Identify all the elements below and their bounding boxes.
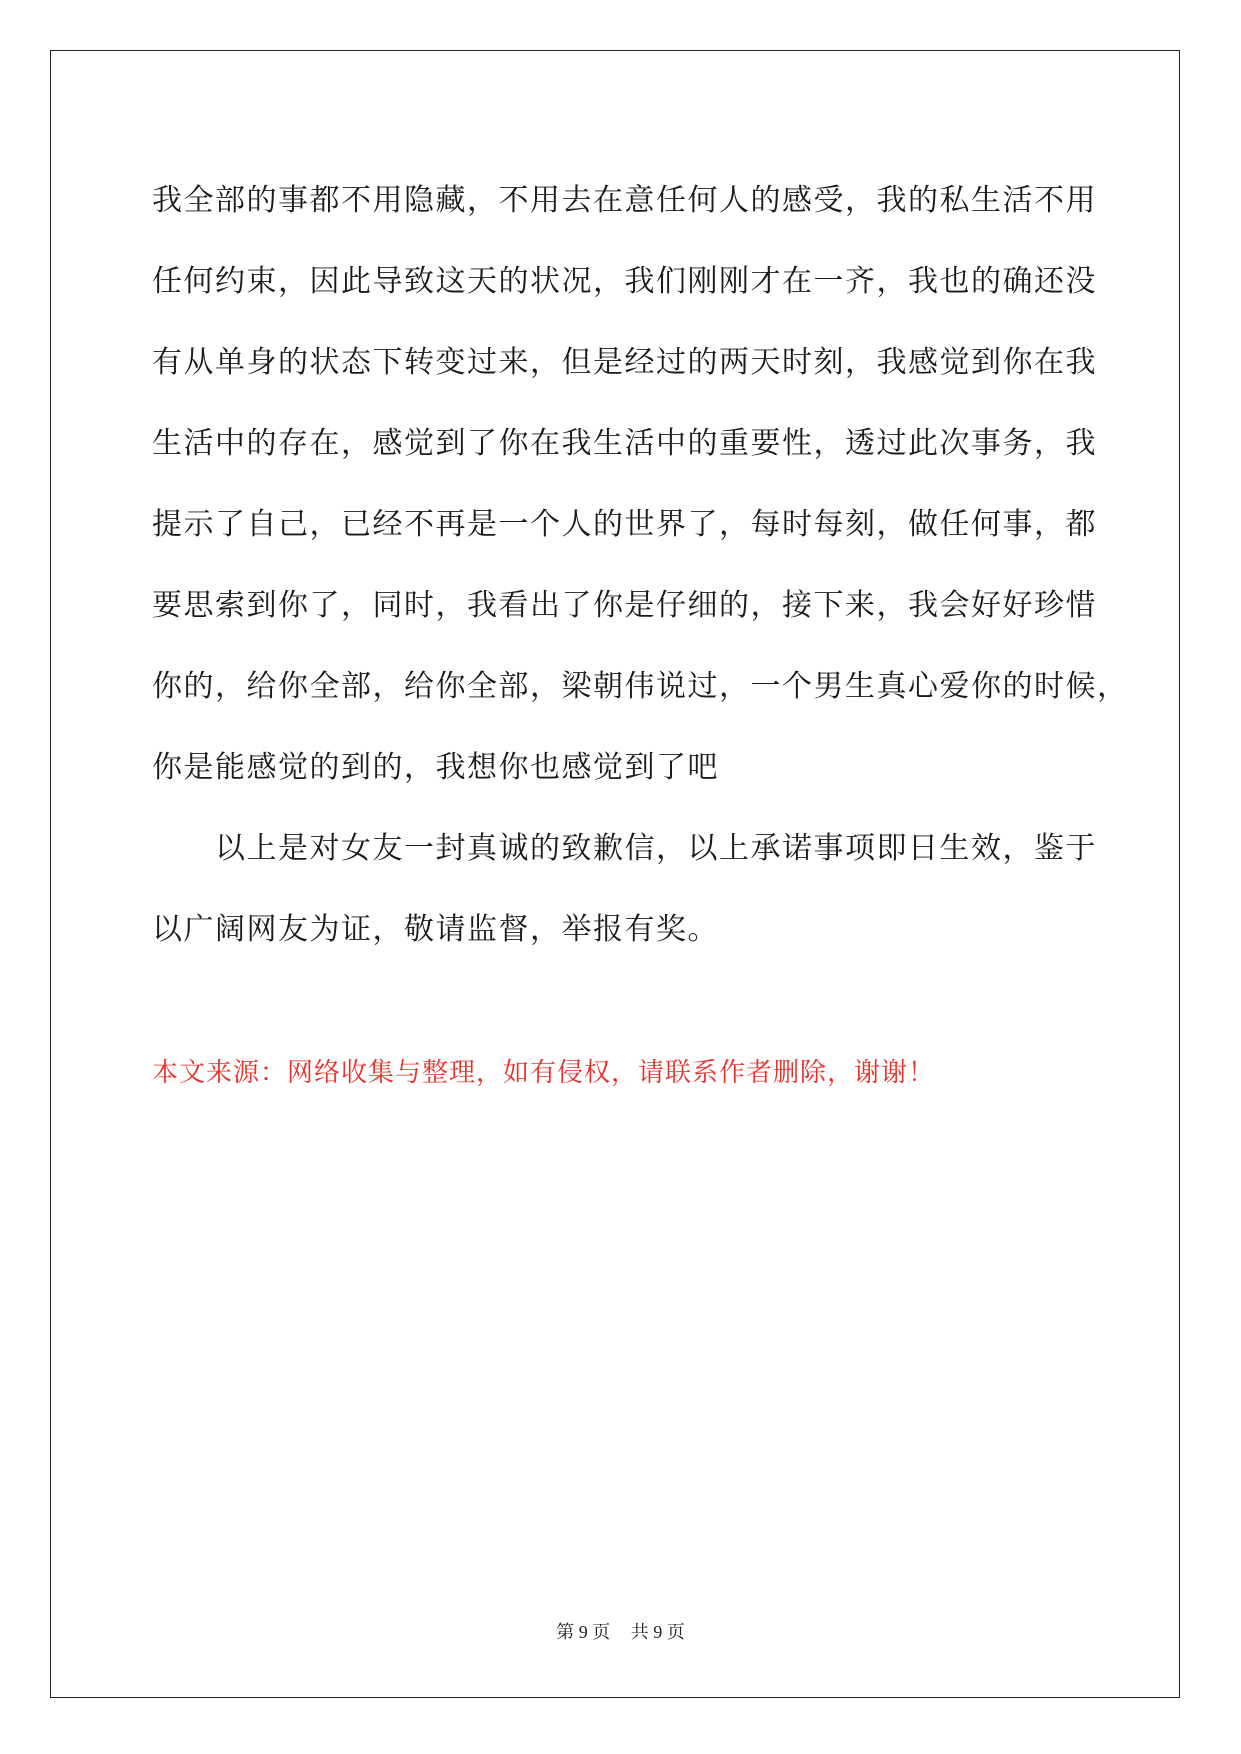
paragraph-2-line: 以广阔网友为证，敬请监督，举报有奖。 xyxy=(152,912,719,947)
paragraph-1-line: 要思索到你了，同时，我看出了你是仔细的，接下来，我会好好珍惜 xyxy=(152,588,1097,623)
current-page-number: 第 9 页 xyxy=(556,1622,611,1642)
paragraph-1-line: 你是能感觉的到的，我想你也感觉到了吧 xyxy=(152,750,719,785)
total-page-count: 共 9 页 xyxy=(630,1622,685,1642)
paragraph-2-line: 以上是对女友一封真诚的致歉信，以上承诺事项即日生效，鉴于 xyxy=(215,831,1097,866)
paragraph-1-line: 任何约束，因此导致这天的状况，我们刚刚才在一齐，我也的确还没 xyxy=(152,264,1097,299)
paragraph-1-line: 有从单身的状态下转变过来，但是经过的两天时刻，我感觉到你在我 xyxy=(152,345,1097,380)
paragraph-1-line: 生活中的存在，感觉到了你在我生活中的重要性，透过此次事务，我 xyxy=(152,426,1097,461)
document-body xyxy=(152,160,1129,970)
source-note: 本文来源：网络收集与整理，如有侵权，请联系作者删除，谢谢！ xyxy=(152,1058,936,1088)
page-footer xyxy=(0,1618,1241,1644)
paragraph-1-line: 你的，给你全部，给你全部，梁朝伟说过，一个男生真心爱你的时候， xyxy=(152,669,1129,704)
paragraph-1-line: 我全部的事都不用隐藏，不用去在意任何人的感受，我的私生活不用 xyxy=(152,183,1097,218)
paragraph-1-line: 提示了自己，已经不再是一个人的世界了，每时每刻，做任何事，都 xyxy=(152,507,1097,542)
